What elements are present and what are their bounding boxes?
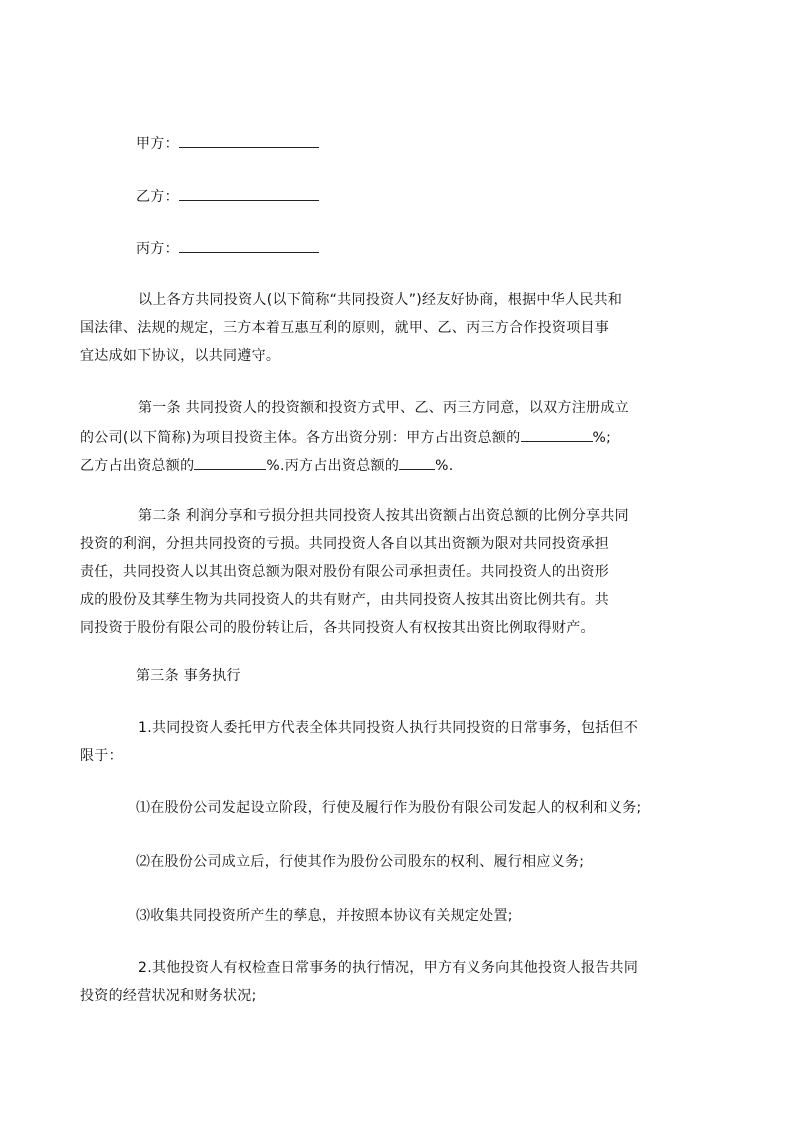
sub-item-2: ⑵在股份公司成立后，行使其作为股份公司股东的权利、履行相应义务; xyxy=(136,854,585,870)
sub-item-3: ⑶收集共同投资所产生的孳息，并按照本协议有关规定处置; xyxy=(136,908,513,924)
article2-line-3: 责任，共同投资人以其出资总额为限对股份有限公司承担责任。共同投资人的出资形 xyxy=(80,564,610,580)
item1-line-1: 1.共同投资人委托甲方代表全体共同投资人执行共同投资的日常事务，包括但不 xyxy=(138,720,639,736)
party-b-label: 乙方： xyxy=(136,189,179,205)
article1-line-2-text: 的公司(以下简称)为项目投资主体。各方出资分别：甲方占出资总额的 xyxy=(80,430,521,446)
item2-line-2: 投资的经营状况和财务状况; xyxy=(80,988,257,1004)
party-c-label: 丙方： xyxy=(136,241,179,257)
party-c-share-blank xyxy=(399,454,435,470)
intro-line-1: 以上各方共同投资人(以下简称“共同投资人”)经友好协商，根据中华人民共和 xyxy=(138,292,623,308)
article1-line-2-suffix: %; xyxy=(592,430,612,446)
party-b-line xyxy=(136,185,319,207)
article1-line-3 xyxy=(80,454,454,476)
article2-line-1: 第二条 利润分享和亏损分担共同投资人按其出资额占出资总额的比例分享共同 xyxy=(138,508,629,524)
article1-line-3-mid: %.丙方占出资总额的 xyxy=(266,458,400,474)
article1-line-3-suffix: %. xyxy=(435,458,454,474)
item1-line-2: 限于： xyxy=(80,748,123,764)
article1-line-3-text: 乙方占出资总额的 xyxy=(80,458,195,474)
party-b-share-blank xyxy=(194,454,266,470)
article1-line-1: 第一条 共同投资人的投资额和投资方式甲、乙、丙三方同意，以双方注册成立 xyxy=(138,400,629,416)
item2-line-1: 2.其他投资人有权检查日常事务的执行情况，甲方有义务向其他投资人报告共同 xyxy=(138,960,639,976)
party-a-label: 甲方： xyxy=(136,136,179,152)
party-a-share-blank xyxy=(521,426,593,442)
article1-line-2 xyxy=(80,426,611,448)
article3-title: 第三条 事务执行 xyxy=(136,668,241,684)
party-a-blank xyxy=(179,132,319,148)
party-b-blank xyxy=(179,185,319,201)
party-a-line xyxy=(136,132,319,154)
article2-line-2: 投资的利润，分担共同投资的亏损。共同投资人各自以其出资额为限对共同投资承担 xyxy=(80,536,610,552)
party-c-blank xyxy=(179,237,319,253)
intro-line-2: 国法律、法规的规定，三方本着互惠互利的原则，就甲、乙、丙三方合作投资项目事 xyxy=(80,320,610,336)
article2-line-5: 同投资于股份有限公司的股份转让后，各共同投资人有权按其出资比例取得财产。 xyxy=(80,620,595,636)
intro-line-3: 宜达成如下协议，以共同遵守。 xyxy=(80,348,281,364)
article2-line-4: 成的股份及其孳生物为共同投资人的共有财产，由共同投资人按其出资比例共有。共 xyxy=(80,592,610,608)
party-c-line xyxy=(136,237,319,259)
sub-item-1: ⑴在股份公司发起设立阶段，行使及履行作为股份有限公司发起人的权利和义务; xyxy=(136,800,642,816)
